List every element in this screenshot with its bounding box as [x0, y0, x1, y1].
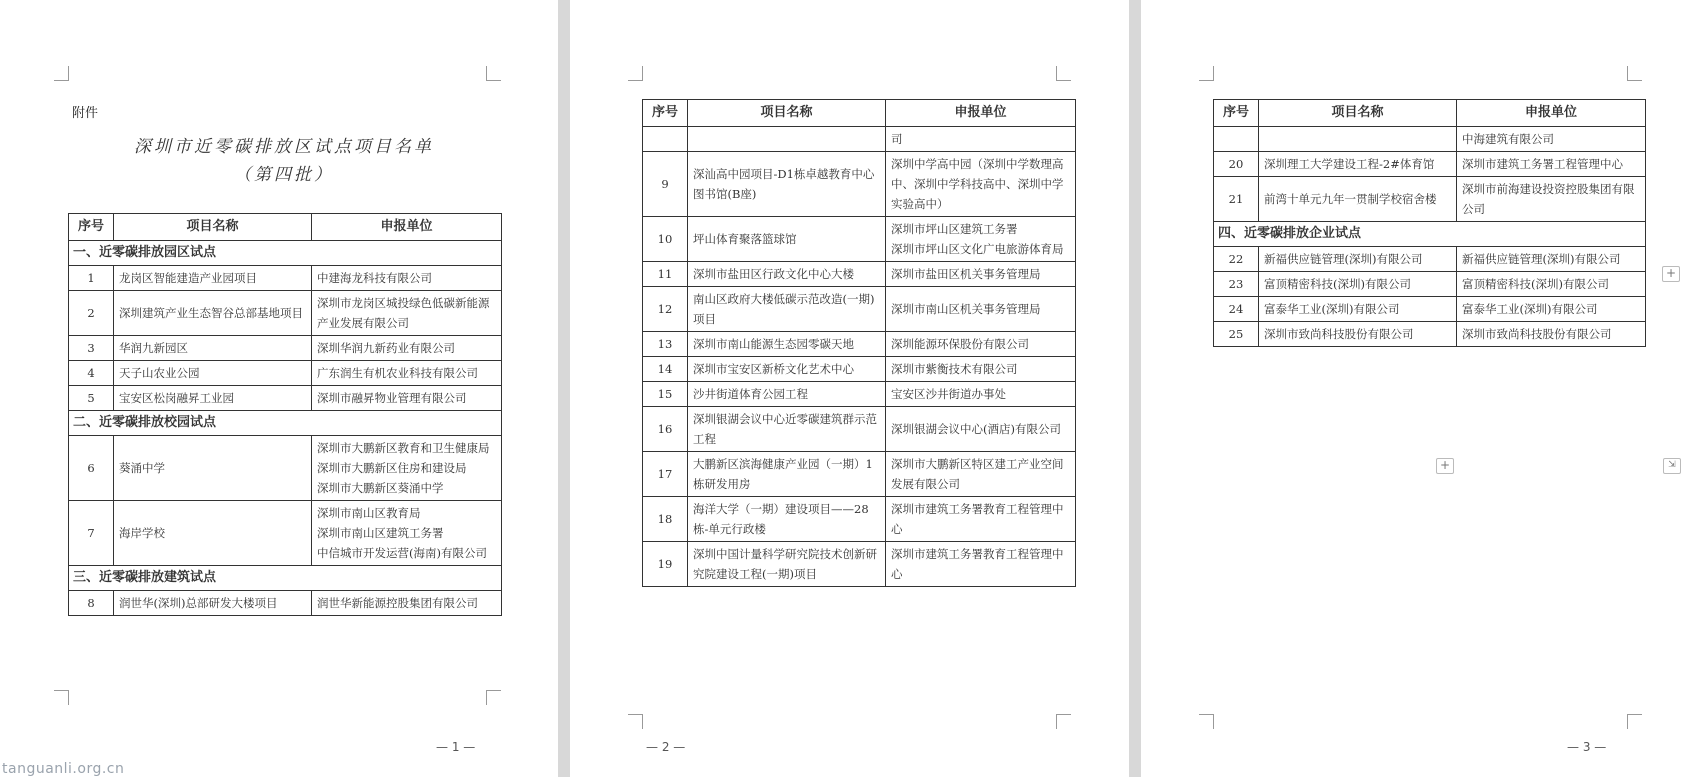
row-unit: 深圳能源环保股份有限公司	[886, 332, 1076, 357]
site-watermark: tanguanli.org.cn	[2, 761, 125, 777]
section-row	[1214, 222, 1646, 247]
header-unit: 申报单位	[1457, 100, 1646, 127]
table-row	[643, 452, 1076, 497]
table-row	[643, 332, 1076, 357]
section-row	[69, 566, 502, 591]
row-no: 25	[1214, 322, 1259, 347]
crop-mark	[628, 714, 643, 729]
row-no: 17	[643, 452, 688, 497]
row-no: 5	[69, 386, 114, 411]
row-project-name: 富泰华工业(深圳)有限公司	[1259, 297, 1457, 322]
row-no: 1	[69, 266, 114, 291]
row-unit: 富泰华工业(深圳)有限公司	[1457, 297, 1646, 322]
table-row	[69, 386, 502, 411]
row-project-name: 深汕高中园项目-D1栋卓越教育中心图书馆(B座)	[688, 152, 886, 217]
document-subtitle: （第四批）	[234, 165, 334, 185]
page-2	[570, 0, 1129, 777]
row-unit: 广东润生有机农业科技有限公司	[312, 361, 502, 386]
table-row	[643, 287, 1076, 332]
crop-mark	[54, 66, 69, 81]
header-no: 序号	[69, 214, 114, 241]
row-unit: 深圳市致尚科技股份有限公司	[1457, 322, 1646, 347]
row-unit: 深圳市大鹏新区特区建工产业空间发展有限公司	[886, 452, 1076, 497]
section-title: 三、近零碳排放建筑试点	[69, 566, 502, 591]
row-project-name: 深圳市宝安区新桥文化艺术中心	[688, 357, 886, 382]
row-unit: 深圳市龙岗区城投绿色低碳新能源产业发展有限公司	[312, 291, 502, 336]
project-table-page-3	[1213, 99, 1646, 347]
row-project-name: 华润九新园区	[114, 336, 312, 361]
row-unit: 深圳市盐田区机关事务管理局	[886, 262, 1076, 287]
row-no: 10	[643, 217, 688, 262]
section-title: 一、近零碳排放园区试点	[69, 241, 502, 266]
crop-mark	[1056, 714, 1071, 729]
row-unit: 深圳市南山区机关事务管理局	[886, 287, 1076, 332]
row-no: 15	[643, 382, 688, 407]
row-project-name: 海岸学校	[114, 501, 312, 566]
row-project-name: 南山区政府大楼低碳示范改造(一期)项目	[688, 287, 886, 332]
header-no: 序号	[643, 100, 688, 127]
row-no: 14	[643, 357, 688, 382]
row-project-name: 海洋大学（一期）建设项目——28栋-单元行政楼	[688, 497, 886, 542]
row-unit: 中建海龙科技有限公司	[312, 266, 502, 291]
row-no: 19	[643, 542, 688, 587]
section-row	[69, 241, 502, 266]
add-column-button[interactable]: +	[1662, 266, 1680, 282]
row-project-name: 深圳建筑产业生态智谷总部基地项目	[114, 291, 312, 336]
table-header-row	[643, 100, 1076, 127]
table-row	[69, 291, 502, 336]
section-title: 二、近零碳排放校园试点	[69, 411, 502, 436]
crop-mark	[628, 66, 643, 81]
row-project-name: 深圳理工大学建设工程-2#体育馆	[1259, 152, 1457, 177]
row-no: 11	[643, 262, 688, 287]
crop-mark	[54, 690, 69, 705]
header-no: 序号	[1214, 100, 1259, 127]
row-unit: 深圳中学高中园（深圳中学数理高中、深圳中学科技高中、深圳中学实验高中）	[886, 152, 1076, 217]
table-row	[1214, 322, 1646, 347]
row-no: 8	[69, 591, 114, 616]
row-project-name: 龙岗区智能建造产业园项目	[114, 266, 312, 291]
document-title: 深圳市近零碳排放区试点项目名单	[134, 137, 434, 157]
row-unit: 润世华新能源控股集团有限公司	[312, 591, 502, 616]
table-row	[643, 407, 1076, 452]
crop-mark	[1627, 66, 1642, 81]
table-resize-handle[interactable]: ⇲	[1663, 458, 1681, 474]
attachment-label: 附件	[72, 106, 99, 121]
row-no: 12	[643, 287, 688, 332]
row-unit: 深圳市融昇物业管理有限公司	[312, 386, 502, 411]
row-no	[643, 127, 688, 152]
row-project-name	[1259, 127, 1457, 152]
row-no: 18	[643, 497, 688, 542]
row-no: 9	[643, 152, 688, 217]
table-row-continued	[1214, 127, 1646, 152]
crop-mark	[486, 66, 501, 81]
row-project-name: 沙井街道体育公园工程	[688, 382, 886, 407]
row-project-name: 深圳银湖会议中心近零碳建筑群示范工程	[688, 407, 886, 452]
row-project-name	[688, 127, 886, 152]
row-project-name: 前湾十单元九年一贯制学校宿舍楼	[1259, 177, 1457, 222]
page-3	[1141, 0, 1691, 777]
header-project-name: 项目名称	[688, 100, 886, 127]
table-row	[69, 501, 502, 566]
table-row	[1214, 177, 1646, 222]
row-unit: 深圳市坪山区建筑工务署 深圳市坪山区文化广电旅游体育局	[886, 217, 1076, 262]
crop-mark	[1056, 66, 1071, 81]
row-unit: 富顶精密科技(深圳)有限公司	[1457, 272, 1646, 297]
row-project-name: 富顶精密科技(深圳)有限公司	[1259, 272, 1457, 297]
row-unit: 深圳市大鹏新区教育和卫生健康局 深圳市大鹏新区住房和建设局 深圳市大鹏新区葵涌中学	[312, 436, 502, 501]
section-title: 四、近零碳排放企业试点	[1214, 222, 1646, 247]
table-row	[643, 217, 1076, 262]
table-row	[1214, 297, 1646, 322]
row-no: 6	[69, 436, 114, 501]
table-row-continued	[643, 127, 1076, 152]
row-project-name: 深圳中国计量科学研究院技术创新研究院建设工程(一期)项目	[688, 542, 886, 587]
row-unit: 新福供应链管理(深圳)有限公司	[1457, 247, 1646, 272]
crop-mark	[1627, 714, 1642, 729]
page-1	[0, 0, 558, 777]
header-unit: 申报单位	[312, 214, 502, 241]
row-no: 24	[1214, 297, 1259, 322]
row-project-name: 宝安区松岗融昇工业园	[114, 386, 312, 411]
table-row	[69, 436, 502, 501]
table-row	[69, 266, 502, 291]
crop-mark	[1199, 66, 1214, 81]
row-unit: 深圳银湖会议中心(酒店)有限公司	[886, 407, 1076, 452]
row-no: 21	[1214, 177, 1259, 222]
project-table-page-2	[642, 99, 1076, 587]
add-row-button[interactable]: +	[1436, 458, 1454, 474]
row-project-name: 大鹏新区滨海健康产业园（一期）1栋研发用房	[688, 452, 886, 497]
table-row	[643, 497, 1076, 542]
table-row	[69, 591, 502, 616]
row-no: 4	[69, 361, 114, 386]
row-project-name: 深圳市致尚科技股份有限公司	[1259, 322, 1457, 347]
table-header-row	[1214, 100, 1646, 127]
section-row	[69, 411, 502, 436]
row-project-name: 坪山体育聚落篮球馆	[688, 217, 886, 262]
row-no	[1214, 127, 1259, 152]
row-no: 16	[643, 407, 688, 452]
table-row	[1214, 152, 1646, 177]
row-project-name: 新福供应链管理(深圳)有限公司	[1259, 247, 1457, 272]
table-header-row	[69, 214, 502, 241]
table-row	[1214, 247, 1646, 272]
table-row	[69, 336, 502, 361]
row-no: 3	[69, 336, 114, 361]
row-no: 7	[69, 501, 114, 566]
header-project-name: 项目名称	[114, 214, 312, 241]
table-row	[643, 262, 1076, 287]
row-no: 23	[1214, 272, 1259, 297]
row-no: 20	[1214, 152, 1259, 177]
row-unit: 司	[886, 127, 1076, 152]
row-project-name: 深圳市盐田区行政文化中心大楼	[688, 262, 886, 287]
page-number: — 2 —	[646, 740, 686, 754]
crop-mark	[1199, 714, 1214, 729]
row-no: 22	[1214, 247, 1259, 272]
row-unit: 深圳华润九新药业有限公司	[312, 336, 502, 361]
row-unit: 深圳市建筑工务署教育工程管理中心	[886, 542, 1076, 587]
header-project-name: 项目名称	[1259, 100, 1457, 127]
page-number: — 1 —	[436, 740, 476, 754]
row-no: 13	[643, 332, 688, 357]
row-unit: 深圳市建筑工务署教育工程管理中心	[886, 497, 1076, 542]
row-no: 2	[69, 291, 114, 336]
row-unit: 深圳市紫衡技术有限公司	[886, 357, 1076, 382]
project-table-page-1	[68, 213, 502, 616]
header-unit: 申报单位	[886, 100, 1076, 127]
row-project-name: 润世华(深圳)总部研发大楼项目	[114, 591, 312, 616]
table-row	[643, 152, 1076, 217]
table-row	[69, 361, 502, 386]
row-unit: 深圳市南山区教育局 深圳市南山区建筑工务署 中信城市开发运营(海南)有限公司	[312, 501, 502, 566]
row-unit: 宝安区沙井街道办事处	[886, 382, 1076, 407]
row-project-name: 天子山农业公园	[114, 361, 312, 386]
crop-mark	[486, 690, 501, 705]
table-row	[643, 382, 1076, 407]
table-row	[643, 357, 1076, 382]
page-number: — 3 —	[1567, 740, 1607, 754]
row-unit: 中海建筑有限公司	[1457, 127, 1646, 152]
row-unit: 深圳市前海建设投资控股集团有限公司	[1457, 177, 1646, 222]
row-project-name: 葵涌中学	[114, 436, 312, 501]
table-row	[1214, 272, 1646, 297]
row-project-name: 深圳市南山能源生态园零碳天地	[688, 332, 886, 357]
table-row	[643, 542, 1076, 587]
row-unit: 深圳市建筑工务署工程管理中心	[1457, 152, 1646, 177]
